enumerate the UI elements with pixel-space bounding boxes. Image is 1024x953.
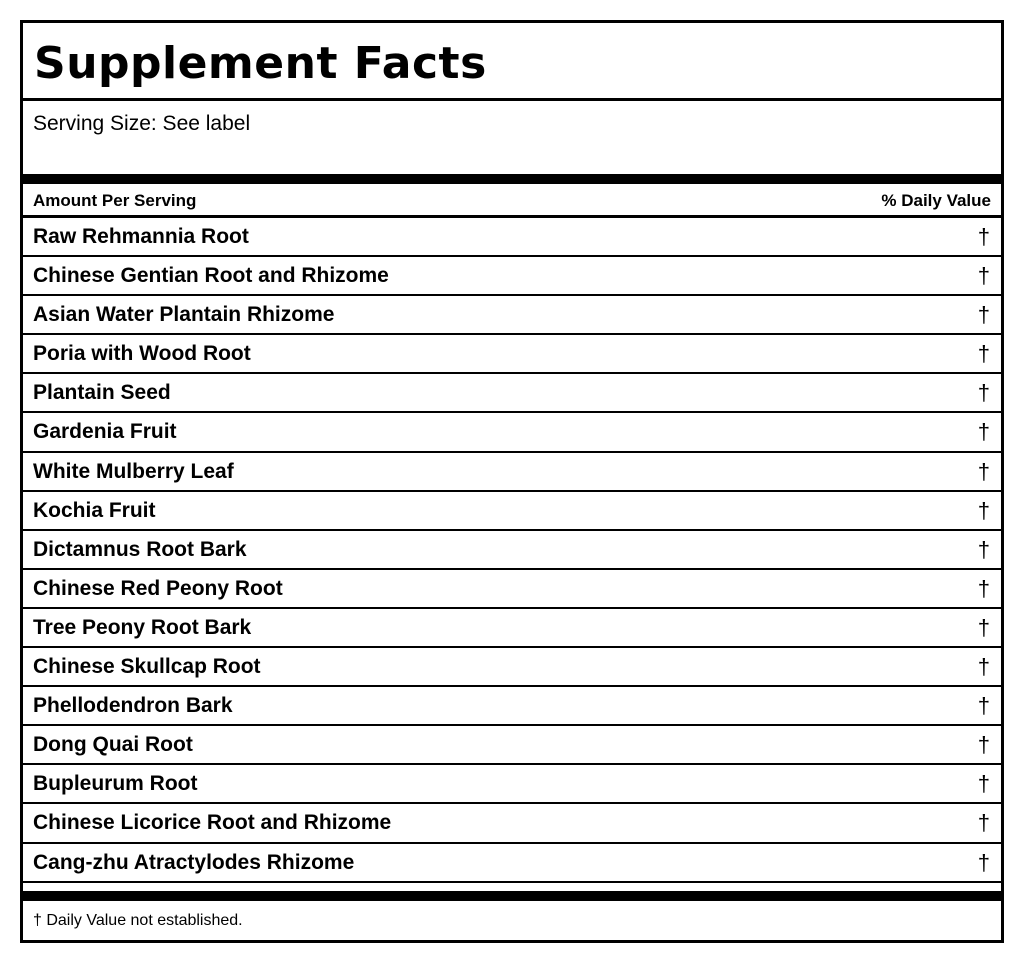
dagger-marker: † — [977, 341, 990, 367]
dagger-marker: † — [977, 849, 990, 875]
title-divider — [23, 98, 1001, 101]
ingredient-list — [23, 218, 1001, 883]
ingredient-row — [23, 609, 1001, 648]
ingredient-row — [23, 335, 1001, 374]
ingredient-row — [23, 257, 1001, 296]
ingredient-row — [23, 492, 1001, 531]
ingredient-row — [23, 804, 1001, 843]
dagger-marker: † — [977, 419, 990, 445]
ingredient-name: Poria with Wood Root — [33, 342, 251, 366]
ingredient-name: Chinese Skullcap Root — [33, 655, 261, 679]
dagger-marker: † — [977, 497, 990, 523]
dagger-marker: † — [977, 458, 990, 484]
ingredient-row — [23, 570, 1001, 609]
ingredient-row — [23, 687, 1001, 726]
dagger-marker: † — [977, 263, 990, 289]
dagger-marker: † — [977, 302, 990, 328]
ingredient-name: Asian Water Plantain Rhizome — [33, 303, 335, 327]
dagger-marker: † — [977, 654, 990, 680]
ingredient-name: Gardenia Fruit — [33, 420, 177, 444]
ingredient-name: Dong Quai Root — [33, 733, 193, 757]
ingredient-name: Bupleurum Root — [33, 772, 198, 796]
ingredient-name: Phellodendron Bark — [33, 694, 233, 718]
dagger-marker: † — [977, 810, 990, 836]
ingredient-row — [23, 413, 1001, 452]
ingredient-row — [23, 765, 1001, 804]
panel-title: Supplement Facts — [34, 38, 487, 89]
ingredient-row — [23, 374, 1001, 413]
ingredient-name: Chinese Red Peony Root — [33, 576, 283, 600]
amount-per-serving-header: Amount Per Serving — [33, 191, 197, 210]
thick-divider-top — [23, 174, 1001, 184]
ingredient-row — [23, 648, 1001, 687]
ingredient-row — [23, 218, 1001, 257]
ingredient-name: White Mulberry Leaf — [33, 459, 234, 483]
ingredient-name: Chinese Gentian Root and Rhizome — [33, 264, 389, 288]
ingredient-row — [23, 844, 1001, 883]
ingredient-name: Cang-zhu Atractylodes Rhizome — [33, 850, 355, 874]
thick-divider-bottom — [23, 891, 1001, 901]
dagger-marker: † — [977, 224, 990, 249]
dagger-marker: † — [977, 771, 990, 797]
serving-size: Serving Size: See label — [33, 112, 251, 135]
dagger-marker: † — [977, 380, 990, 406]
dagger-marker: † — [977, 536, 990, 562]
dagger-marker: † — [977, 693, 990, 719]
supplement-facts-panel — [20, 20, 1004, 943]
ingredient-name: Chinese Licorice Root and Rhizome — [33, 811, 392, 835]
daily-value-header: % Daily Value — [881, 191, 991, 210]
dagger-marker: † — [977, 575, 990, 601]
ingredient-row — [23, 531, 1001, 570]
footnote: † Daily Value not established. — [33, 912, 243, 929]
ingredient-name: Tree Peony Root Bark — [33, 615, 252, 639]
ingredient-name: Plantain Seed — [33, 381, 171, 405]
dagger-marker: † — [977, 614, 990, 640]
ingredient-row — [23, 296, 1001, 335]
dagger-marker: † — [977, 732, 990, 758]
ingredient-name: Dictamnus Root Bark — [33, 537, 247, 561]
ingredient-row — [23, 726, 1001, 765]
column-header-row — [23, 184, 1001, 218]
ingredient-name: Kochia Fruit — [33, 498, 156, 522]
ingredient-row — [23, 453, 1001, 492]
ingredient-name: Raw Rehmannia Root — [33, 225, 249, 248]
